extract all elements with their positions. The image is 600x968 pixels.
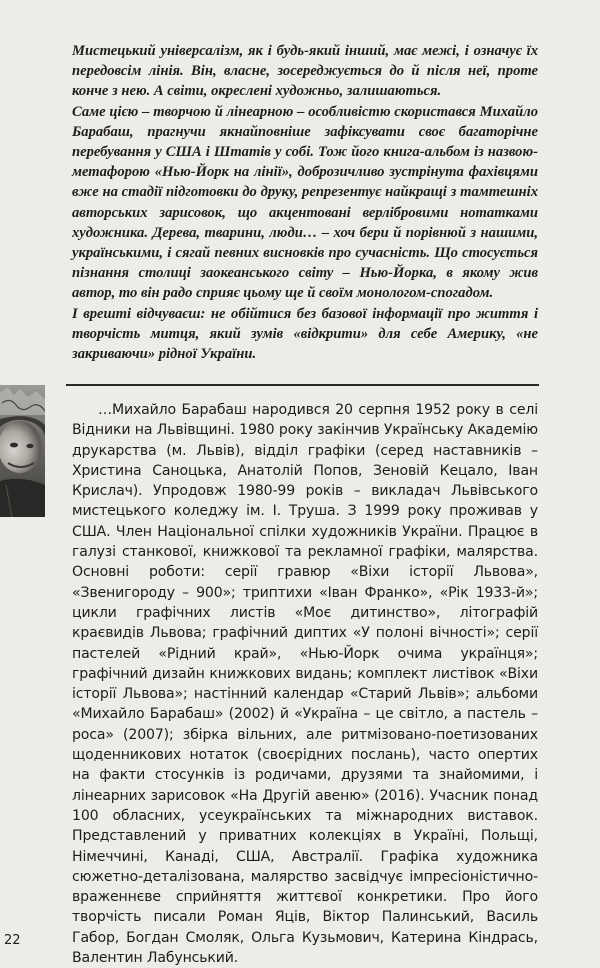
intro-paragraph: Саме цією – творчою й лінеарною – особливістю скористався Михайло Барабаш, прагнучи якнайповніше зафіксувати своє багаторічне перебування у США і Штатів у собі. Тож його книга-альбом із назвою-метафорою «Нью-Йорк на лінії», доброзичливо зустрінута фахівцями вже на стадії підготовки до друку, репрезентує найкращі з тамтешніх авторських зарисовок, що акцентовані верлібровими нотатками художника. Дерева, тварини, люди… – хоч бери й порівнюй з нашими, українськими, і сягай певних висновків про сучасність. Що стосується пізнання столиці заокеанського світу – Нью-Йорка, в якому жив автор, то він радо сприяє цьому ще й своїм монологом-спогадом. xyxy=(72,103,538,302)
author-photo xyxy=(0,385,45,517)
author-photo-image xyxy=(0,385,45,517)
section-divider xyxy=(66,384,539,386)
intro-paragraph: Мистецький універсалізм, як і будь-який інший, має межі, і означує їх передовсім лінія. Він, власне, зосереджується до й після неї, проте конче з нею. А світи, окреслені художньо, залишаються. xyxy=(72,43,538,100)
page-number: 22 xyxy=(4,933,21,948)
intro-paragraph: І врешті відчуваєш: не обійтися без базової інформації про життя і творчість митця, який зумів «відкрити» для себе Америку, «не закриваючи» рідної України. xyxy=(72,305,538,363)
author-biography xyxy=(72,400,538,968)
intro-text xyxy=(72,41,538,364)
biography-paragraph: …Михайло Барабаш народився 20 серпня 1952 року в селі Відники на Львівщині. 1980 року закінчив Українську Академію друкарства (м. Львів), відділ графіки (серед наставників – Христина Саноцька, Анатолій Попов, Зеновій Кецало, Іван Крислач). Упродовж 1980-99 років – викладач Львівського мистецького коледжу ім. І. Труша. З 1999 року проживав у США. Член Національної спілки художників України. Працює в галузі станкової, книжкової та рекламної графіки, малярства. Основні роботи: серії гравюр «Віхи історії Львова», «Звенигороду – 900»; триптихи «Іван Франко», «Рік 1933-й»; цикли графічних листів «Моє дитинство», літографій краєвидів Львова; графічний диптих «У полоні вічності»; серії пастелей «Рідний край», «Нью-Йорк очима українця»; графічний дизайн книжкових видань; комплект листівок «Віхи історії Львова»; настінний календар «Старий Львів»; альбоми «Михайло Барабаш» (2002) й «Україна – це світло, а пастель – роса» (2007); збірка вільних, але ритмізовано-поетизованих щоденникових нотаток (своєрідних послань), часто опертих на факти стосунків із родичами, друзями та знайомими, і лінеарних зарисовок «На Другій авеню» (2016). Учасник понад 100 обласних, усеукраїнських та міжнародних виставок. Представлений у приватних колекціях в Україні, Польщі, Німеччині, Канаді, США, Австралії. Графіка художника сюжетно-деталізована, малярство засвідчує імпресіоністично-враженнєве сприйняття життєвої конкретики. Про його творчість писали Роман Яців, Віктор Палинський, Василь Габор, Богдан Смоляк, Ольга Кузьмович, Катерина Кіндрась, Валентин Лабунський. xyxy=(72,402,538,967)
